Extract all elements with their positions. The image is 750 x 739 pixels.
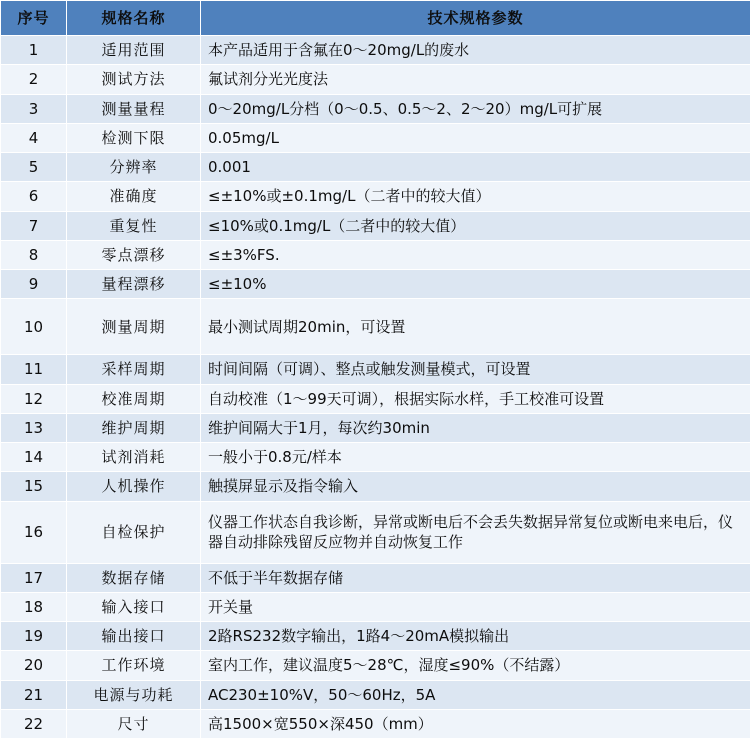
table-row [1,472,750,501]
cell-index: 21 [1,680,67,709]
column-header-spec-name: 规格名称 [67,1,201,36]
cell-spec-parameter: 维护间隔大于1月，每次约30min [201,413,750,442]
table-row [1,240,750,269]
cell-spec-parameter: ≤±3%FS. [201,240,750,269]
table-row [1,153,750,182]
table-row [1,592,750,621]
table-row [1,709,750,738]
table-row [1,563,750,592]
table-row [1,94,750,123]
cell-spec-parameter: 0～20mg/L分档（0～0.5、0.5～2、2～20）mg/L可扩展 [201,94,750,123]
cell-index: 7 [1,211,67,240]
cell-spec-parameter: 开关量 [201,592,750,621]
cell-spec-name: 测量周期 [67,299,201,355]
cell-spec-name: 工作环境 [67,651,201,680]
cell-spec-parameter: 氟试剂分光光度法 [201,65,750,94]
cell-index: 22 [1,709,67,738]
table-row [1,680,750,709]
cell-index: 11 [1,355,67,384]
cell-spec-name: 量程漂移 [67,270,201,299]
cell-spec-parameter: AC230±10%V，50～60Hz，5A [201,680,750,709]
column-header-index: 序号 [1,1,67,36]
cell-spec-parameter: 本产品适用于含氟在0～20mg/L的废水 [201,36,750,65]
cell-spec-parameter: 最小测试周期20min，可设置 [201,299,750,355]
cell-spec-name: 输出接口 [67,622,201,651]
cell-spec-name: 电源与功耗 [67,680,201,709]
table-row [1,622,750,651]
cell-index: 1 [1,36,67,65]
cell-index: 10 [1,299,67,355]
cell-index: 3 [1,94,67,123]
cell-index: 17 [1,563,67,592]
table-row [1,501,750,563]
cell-index: 20 [1,651,67,680]
table-header [1,1,750,36]
cell-spec-name: 校准周期 [67,384,201,413]
cell-index: 2 [1,65,67,94]
cell-spec-parameter: 不低于半年数据存储 [201,563,750,592]
table-body [1,36,750,739]
cell-index: 14 [1,443,67,472]
cell-spec-name: 零点漂移 [67,240,201,269]
cell-spec-parameter: 2路RS232数字输出，1路4～20mA模拟输出 [201,622,750,651]
cell-spec-name: 重复性 [67,211,201,240]
cell-index: 16 [1,501,67,563]
cell-spec-name: 采样周期 [67,355,201,384]
cell-spec-parameter: 0.001 [201,153,750,182]
table-header-row [1,1,750,36]
cell-spec-parameter: 一般小于0.8元/样本 [201,443,750,472]
cell-spec-name: 适用范围 [67,36,201,65]
cell-spec-parameter: ≤10%或0.1mg/L（二者中的较大值） [201,211,750,240]
table-row [1,384,750,413]
cell-spec-parameter: ≤±10% [201,270,750,299]
column-header-spec-parameter: 技术规格参数 [201,1,750,36]
cell-index: 5 [1,153,67,182]
table-row [1,182,750,211]
cell-spec-name: 输入接口 [67,592,201,621]
cell-spec-parameter: 触摸屏显示及指令输入 [201,472,750,501]
table-row [1,443,750,472]
cell-spec-name: 检测下限 [67,123,201,152]
cell-index: 13 [1,413,67,442]
table-row [1,211,750,240]
cell-index: 4 [1,123,67,152]
cell-spec-name: 试剂消耗 [67,443,201,472]
cell-spec-name: 分辨率 [67,153,201,182]
table-row [1,355,750,384]
table-row [1,413,750,442]
table-row [1,36,750,65]
cell-spec-parameter: 仪器工作状态自我诊断，异常或断电后不会丢失数据异常复位或断电来电后，仪器自动排除残留反应物并自动恢复工作 [201,501,750,563]
cell-spec-name: 自检保护 [67,501,201,563]
cell-index: 6 [1,182,67,211]
table-row [1,299,750,355]
cell-spec-parameter: 0.05mg/L [201,123,750,152]
cell-spec-parameter: ≤±10%或±0.1mg/L（二者中的较大值） [201,182,750,211]
cell-spec-parameter: 室内工作，建议温度5～28℃，湿度≤90%（不结露） [201,651,750,680]
cell-spec-parameter: 自动校准（1～99天可调），根据实际水样，手工校准可设置 [201,384,750,413]
cell-index: 9 [1,270,67,299]
cell-spec-name: 数据存储 [67,563,201,592]
cell-spec-parameter: 高1500×宽550×深450（mm） [201,709,750,738]
table-row [1,65,750,94]
cell-spec-name: 测量量程 [67,94,201,123]
table-row [1,270,750,299]
cell-spec-name: 尺寸 [67,709,201,738]
cell-index: 12 [1,384,67,413]
cell-spec-name: 测试方法 [67,65,201,94]
cell-spec-name: 准确度 [67,182,201,211]
table-row [1,651,750,680]
cell-index: 8 [1,240,67,269]
cell-index: 18 [1,592,67,621]
cell-spec-name: 维护周期 [67,413,201,442]
cell-spec-name: 人机操作 [67,472,201,501]
cell-index: 19 [1,622,67,651]
cell-spec-parameter: 时间间隔（可调）、整点或触发测量模式，可设置 [201,355,750,384]
cell-index: 15 [1,472,67,501]
table-row [1,123,750,152]
